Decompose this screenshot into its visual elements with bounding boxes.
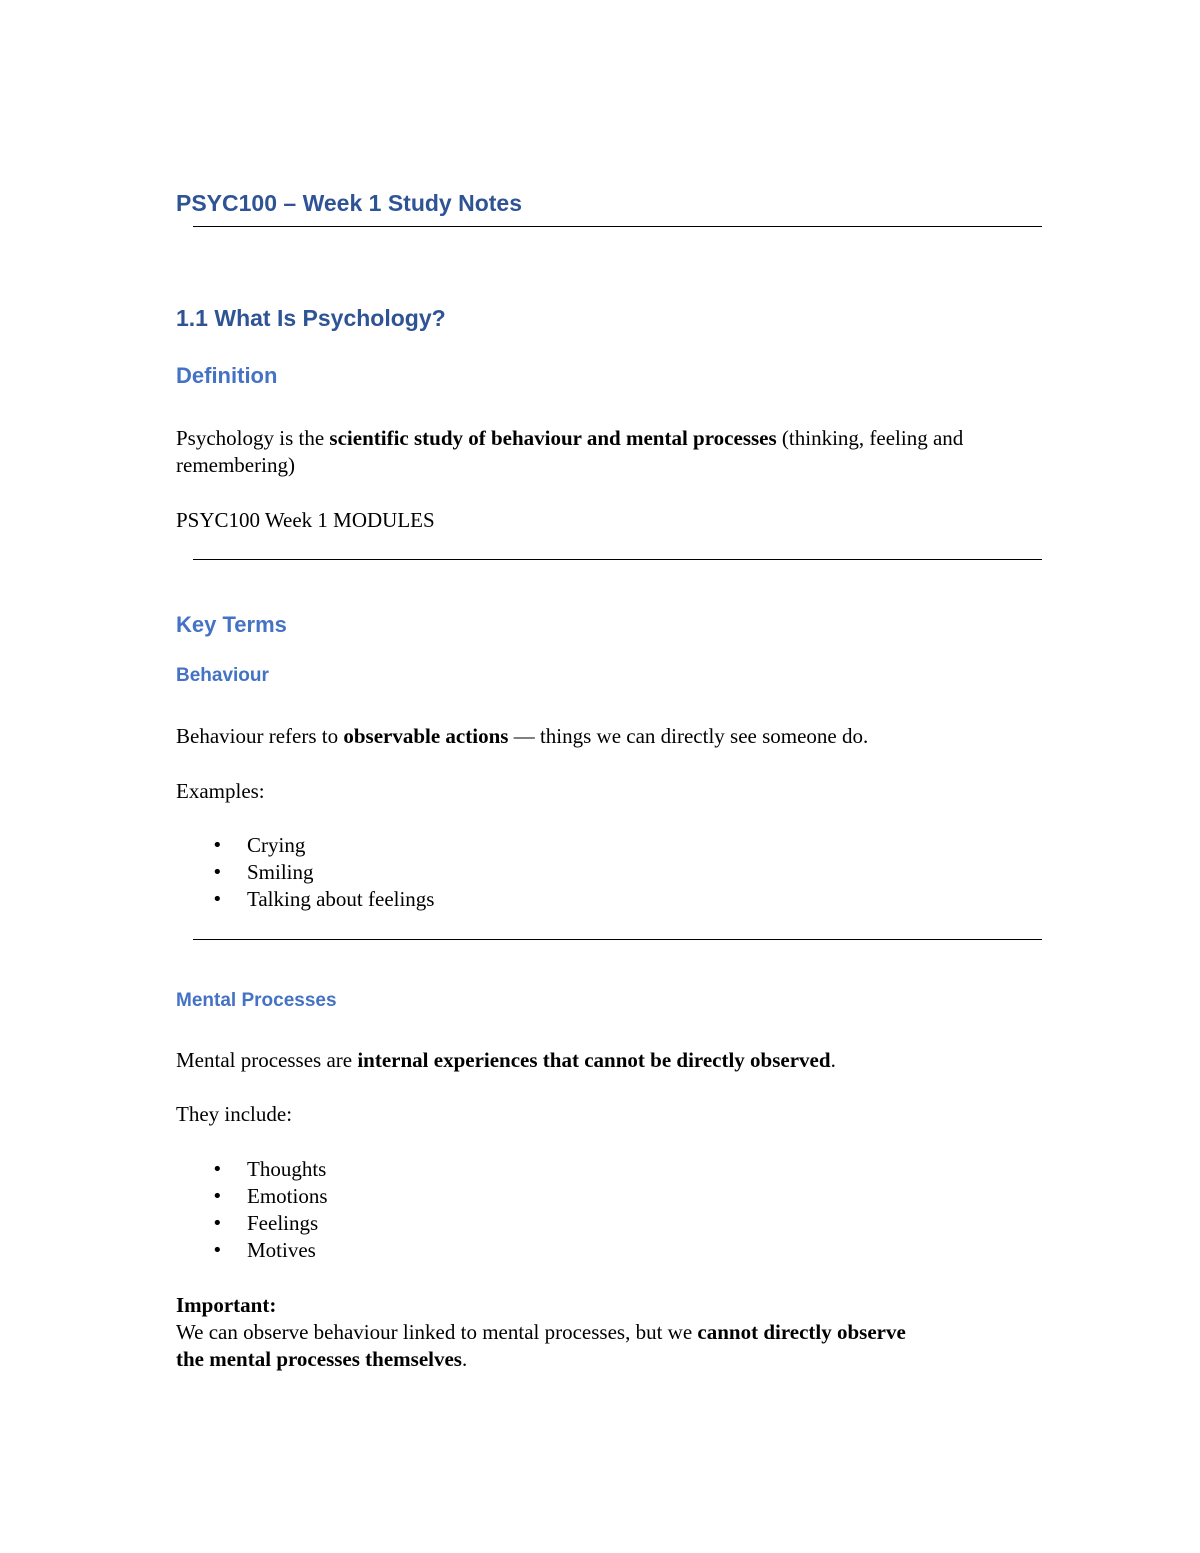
important-text-before: We can observe behaviour linked to mental processes, but we — [176, 1320, 698, 1344]
behaviour-text-bold: observable actions — [343, 724, 509, 748]
list-item: • Crying — [176, 832, 434, 859]
behaviour-text-before: Behaviour refers to — [176, 724, 344, 748]
key-terms-heading: Key Terms — [176, 612, 287, 637]
list-item: • Talking about feelings — [176, 886, 434, 913]
list-item: • Motives — [176, 1237, 328, 1264]
mental-text-bold: internal experiences that cannot be directly observed — [357, 1048, 831, 1072]
modules-line: PSYC100 Week 1 MODULES — [176, 508, 435, 532]
list-item: • Smiling — [176, 859, 434, 886]
behaviour-text-after: — things we can directly see someone do. — [508, 724, 869, 748]
list-item: • Feelings — [176, 1210, 328, 1237]
examples-label: Examples: — [176, 779, 265, 803]
behaviour-paragraph — [176, 723, 1036, 750]
mental-processes-heading: Mental Processes — [176, 990, 337, 1011]
behaviour-heading: Behaviour — [176, 665, 269, 686]
document-title: PSYC100 – Week 1 Study Notes — [176, 190, 522, 216]
list-item: • Emotions — [176, 1183, 328, 1210]
important-label: Important: — [176, 1293, 277, 1317]
examples-list — [176, 832, 434, 913]
mental-processes-paragraph — [176, 1047, 1036, 1074]
mental-processes-list — [176, 1156, 328, 1264]
section-heading: 1.1 What Is Psychology? — [176, 305, 446, 331]
important-text-bold-1: cannot directly observe — [697, 1320, 906, 1344]
divider-1 — [193, 559, 1042, 560]
divider-2 — [193, 939, 1042, 940]
important-text-bold-2: the mental processes themselves — [176, 1347, 462, 1371]
important-block — [176, 1292, 1036, 1373]
list-item: • Thoughts — [176, 1156, 328, 1183]
mental-text-before: Mental processes are — [176, 1048, 358, 1072]
definition-heading: Definition — [176, 363, 278, 388]
definition-text-after: (thinking, feeling and remembering) — [176, 426, 964, 477]
definition-text-bold: scientific study of behaviour and mental processes — [329, 426, 777, 450]
include-label: They include: — [176, 1102, 293, 1126]
title-underline — [193, 226, 1042, 227]
definition-text-before: Psychology is the — [176, 426, 330, 450]
important-text-after: . — [461, 1347, 468, 1371]
mental-text-after: . — [830, 1048, 836, 1072]
definition-paragraph — [176, 425, 1036, 479]
